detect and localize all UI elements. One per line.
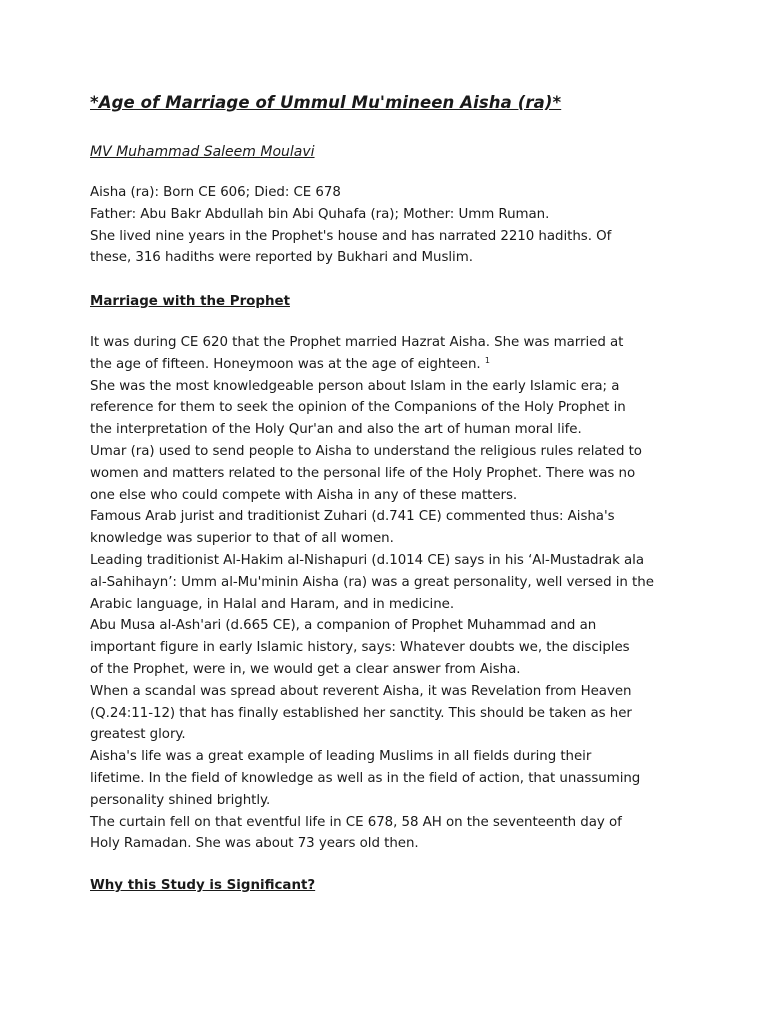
body-line: Umar (ra) used to send people to Aisha to understand the religious rules related to: [90, 443, 642, 459]
body-line: one else who could compete with Aisha in any of these matters.: [90, 487, 518, 503]
body-line: She was the most knowledgeable person about Islam in the early Islamic era; a: [90, 378, 620, 394]
body-line: Aisha's life was a great example of leading Muslims in all fields during their: [90, 749, 592, 765]
body-line: greatest glory.: [90, 727, 186, 743]
section-heading-marriage: Marriage with the Prophet: [90, 294, 290, 309]
body-line: important figure in early Islamic history, says: Whatever doubts we, the disciples: [90, 640, 630, 656]
intro-line: She lived nine years in the Prophet's house and has narrated 2210 hadiths. Of: [90, 228, 612, 244]
document-title: *Age of Marriage of Ummul Mu'mineen Aisha (ra)*: [90, 93, 562, 112]
body-line: the interpretation of the Holy Qur'an and also the art of human moral life.: [90, 422, 582, 438]
body-line: When a scandal was spread about reverent Aisha, it was Revelation from Heaven: [90, 683, 632, 699]
body-line: (Q.24:11-12) that has finally established her sanctity. This should be taken as her: [90, 705, 632, 721]
marriage-paragraph: [90, 332, 690, 855]
footnote-marker[interactable]: 1: [484, 355, 490, 365]
body-line: Holy Ramadan. She was about 73 years old then.: [90, 836, 419, 852]
author-name: MV Muhammad Saleem Moulavi: [90, 144, 315, 160]
body-line: personality shined brightly.: [90, 792, 271, 808]
body-line: knowledge was superior to that of all women.: [90, 531, 394, 547]
body-line: Arabic language, in Halal and Haram, and in medicine.: [90, 596, 455, 612]
body-line: Leading traditionist Al-Hakim al-Nishapuri (d.1014 CE) says in his ‘Al-Mustadrak ala: [90, 552, 645, 568]
body-line: It was during CE 620 that the Prophet married Hazrat Aisha. She was married at: [90, 335, 624, 350]
body-line: Abu Musa al-Ash'ari (d.665 CE), a companion of Prophet Muhammad and an: [90, 618, 597, 634]
intro-line: Father: Abu Bakr Abdullah bin Abi Quhafa (ra); Mother: Umm Ruman.: [90, 206, 550, 222]
body-line-text: the age of fifteen. Honeymoon was at the age of eighteen.: [90, 356, 481, 372]
intro-line: these, 316 hadiths were reported by Bukhari and Muslim.: [90, 250, 473, 266]
body-line: reference for them to seek the opinion of the Companions of the Holy Prophet in: [90, 400, 626, 416]
body-line: al-Sahihayn’: Umm al-Mu'minin Aisha (ra) was a great personality, well versed in the: [90, 574, 654, 590]
body-line: The curtain fell on that eventful life in CE 678, 58 AH on the seventeenth day of: [90, 814, 622, 830]
document-page: [90, 92, 690, 893]
body-line: [90, 354, 690, 376]
body-line: Famous Arab jurist and traditionist Zuhari (d.741 CE) commented thus: Aisha's: [90, 509, 615, 525]
section-heading-significance: Why this Study is Significant?: [90, 878, 316, 893]
body-line: women and matters related to the personal life of the Holy Prophet. There was no: [90, 465, 636, 481]
body-line: lifetime. In the field of knowledge as well as in the field of action, that unassuming: [90, 770, 641, 786]
body-line: of the Prophet, were in, we would get a clear answer from Aisha.: [90, 661, 521, 677]
intro-line: Aisha (ra): Born CE 606; Died: CE 678: [90, 185, 341, 200]
intro-paragraph: [90, 182, 690, 269]
